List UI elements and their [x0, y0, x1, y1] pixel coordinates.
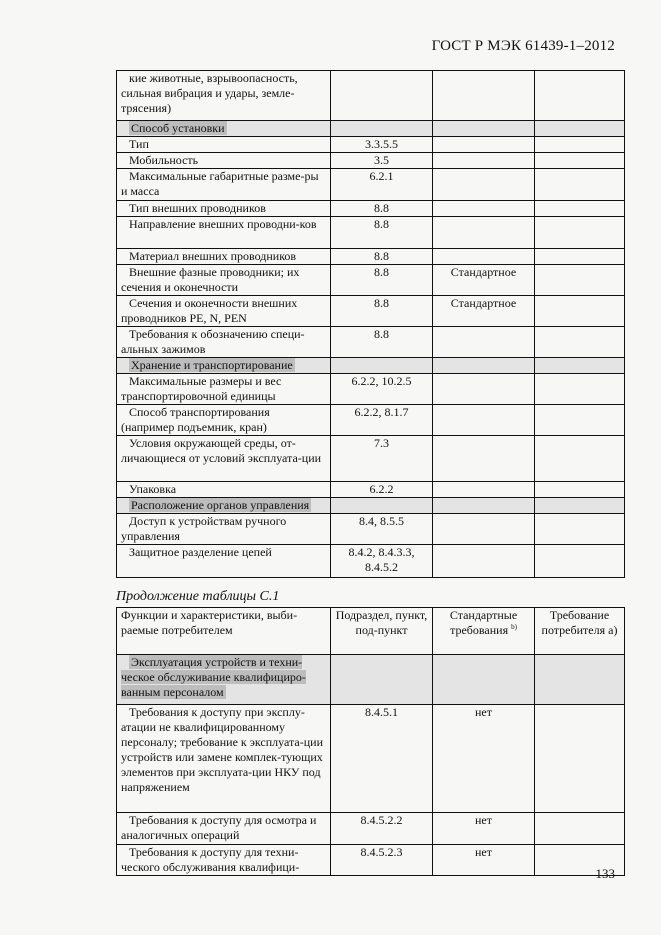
cell-user-requirement [535, 121, 625, 137]
cell-standard [433, 121, 535, 137]
column-header-user-requirement: Требование потребителя а) [535, 608, 625, 655]
table-row [117, 482, 625, 498]
table-row [117, 845, 625, 876]
cell-section: 8.8 [331, 296, 433, 327]
cell-section [331, 358, 433, 374]
cell-standard [433, 514, 535, 545]
cell-section: 3.5 [331, 153, 433, 169]
cell-standard [433, 545, 535, 578]
cell-function: Условия окружающей среды, от-личающиеся от условий эксплуата-ции [117, 436, 331, 482]
cell-standard [433, 498, 535, 514]
table-row [117, 217, 625, 249]
cell-section: 8.4, 8.5.5 [331, 514, 433, 545]
cell-function: Защитное разделение цепей [117, 545, 331, 578]
cell-standard [433, 655, 535, 705]
cell-user-requirement [535, 482, 625, 498]
cell-section [331, 655, 433, 705]
table-row [117, 514, 625, 545]
table-caption: Продолжение таблицы С.1 [116, 589, 280, 604]
cell-user-requirement [535, 405, 625, 436]
table-row [117, 705, 625, 813]
cell-section: 8.8 [331, 217, 433, 249]
cell-user-requirement [535, 358, 625, 374]
cell-user-requirement [535, 265, 625, 296]
cell-function [117, 358, 331, 374]
cell-function: Способ транспортирования (например подъемник, кран) [117, 405, 331, 436]
table-row [117, 169, 625, 201]
section-row [117, 358, 625, 374]
cell-function [117, 655, 331, 705]
cell-user-requirement [535, 217, 625, 249]
cell-function: Доступ к устройствам ручного управления [117, 514, 331, 545]
cell-standard [433, 153, 535, 169]
cell-standard [433, 327, 535, 358]
cell-section [331, 121, 433, 137]
table-1 [116, 70, 625, 578]
cell-function: Требования к обозначению специ-альных зажимов [117, 327, 331, 358]
cell-function: Материал внешних проводников [117, 249, 331, 265]
cell-user-requirement [535, 201, 625, 217]
column-header-function: Функции и характеристики, выби-раемые потребителем [117, 608, 331, 655]
cell-function [117, 121, 331, 137]
cell-function: Упаковка [117, 482, 331, 498]
table-row [117, 249, 625, 265]
section-title: Способ установки [131, 121, 225, 135]
section-title: Эксплуатация устройств и техни-ческое обслуживание квалифициро-ванным персоналом [121, 655, 306, 699]
table-row [117, 436, 625, 482]
table-row [117, 296, 625, 327]
section-row [117, 498, 625, 514]
cell-section: 8.8 [331, 249, 433, 265]
cell-function: Максимальные размеры и вес транспортировочной единицы [117, 374, 331, 405]
table-row [117, 201, 625, 217]
page-number: 133 [595, 866, 615, 881]
table-row [117, 374, 625, 405]
section-row [117, 655, 625, 705]
cell-user-requirement [535, 813, 625, 845]
cell-standard: нет [433, 813, 535, 845]
cell-section: 7.3 [331, 436, 433, 482]
cell-user-requirement [535, 498, 625, 514]
cell-user-requirement [535, 137, 625, 153]
cell-section [331, 71, 433, 121]
cell-user-requirement [535, 169, 625, 201]
table-row [117, 137, 625, 153]
section-row [117, 121, 625, 137]
document-header: ГОСТ Р МЭК 61439-1–2012 [431, 38, 615, 54]
cell-standard: Стандартное [433, 296, 535, 327]
cell-function: Сечения и оконечности внешних проводников PE, N, PEN [117, 296, 331, 327]
cell-section: 8.8 [331, 265, 433, 296]
cell-standard [433, 201, 535, 217]
column-header-standard: Стандартные требования $^{b)}$ [433, 608, 535, 655]
table-row [117, 327, 625, 358]
section-title: Расположение органов управления [131, 498, 310, 512]
cell-standard [433, 482, 535, 498]
cell-function: Внешние фазные проводники; их сечения и оконечности [117, 265, 331, 296]
cell-user-requirement [535, 71, 625, 121]
cell-user-requirement [535, 655, 625, 705]
table-header-row [117, 608, 625, 655]
cell-section: 8.4.5.2.2 [331, 813, 433, 845]
cell-section: 6.2.2, 10.2.5 [331, 374, 433, 405]
cell-function: кие животные, взрывоопасность, сильная вибрация и удары, земле-трясения) [117, 71, 331, 121]
cell-user-requirement [535, 374, 625, 405]
cell-function: Требования к доступу для техни-ческого обслуживания квалифици- [117, 845, 331, 876]
cell-standard [433, 374, 535, 405]
cell-standard [433, 249, 535, 265]
cell-standard [433, 436, 535, 482]
cell-standard: нет [433, 705, 535, 813]
cell-standard [433, 137, 535, 153]
cell-standard: Стандартное [433, 265, 535, 296]
cell-section: 6.2.2, 8.1.7 [331, 405, 433, 436]
cell-section: 6.2.2 [331, 482, 433, 498]
table-2 [116, 607, 625, 876]
cell-user-requirement [535, 327, 625, 358]
cell-standard [433, 71, 535, 121]
cell-section: 3.3.5.5 [331, 137, 433, 153]
cell-standard [433, 169, 535, 201]
cell-standard [433, 217, 535, 249]
cell-user-requirement [535, 296, 625, 327]
cell-section: 8.8 [331, 201, 433, 217]
cell-user-requirement [535, 153, 625, 169]
section-title: Хранение и транспортирование [131, 358, 293, 372]
cell-section: 6.2.1 [331, 169, 433, 201]
cell-section [331, 498, 433, 514]
table-row [117, 153, 625, 169]
cell-function: Требования к доступу при эксплу-атации не квалифицированному персоналу; требование к эксплуата-ции устройств или замене комплек-тующих элементов при эксплуата-ции НКУ под напряжением [117, 705, 331, 813]
table-row [117, 813, 625, 845]
table-row [117, 265, 625, 296]
cell-function: Тип внешних проводников [117, 201, 331, 217]
cell-standard [433, 405, 535, 436]
cell-function: Максимальные габаритные разме-ры и масса [117, 169, 331, 201]
cell-user-requirement [535, 545, 625, 578]
cell-function: Направление внешних проводни-ков [117, 217, 331, 249]
cell-section: 8.4.2, 8.4.3.3, 8.4.5.2 [331, 545, 433, 578]
cell-function: Тип [117, 137, 331, 153]
cell-function: Мобильность [117, 153, 331, 169]
cell-section: 8.8 [331, 327, 433, 358]
cell-section: 8.4.5.2.3 [331, 845, 433, 876]
table-row [117, 405, 625, 436]
cell-section: 8.4.5.1 [331, 705, 433, 813]
cell-standard [433, 358, 535, 374]
table-row [117, 545, 625, 578]
cell-function [117, 498, 331, 514]
cell-user-requirement [535, 249, 625, 265]
cell-user-requirement [535, 514, 625, 545]
cell-standard: нет [433, 845, 535, 876]
cell-user-requirement [535, 436, 625, 482]
cell-function: Требования к доступу для осмотра и аналогичных операций [117, 813, 331, 845]
cell-user-requirement [535, 705, 625, 813]
column-header-section: Подраздел, пункт, под-пункт [331, 608, 433, 655]
table-row [117, 71, 625, 121]
